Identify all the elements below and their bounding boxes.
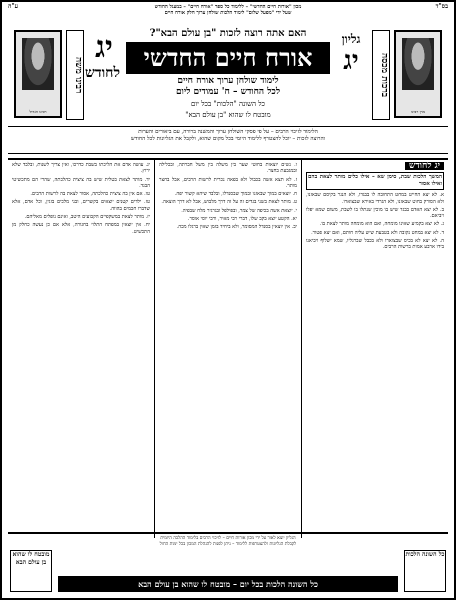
paragraph: ג. לא יצא בקמיע שאינו מומחה, ואם הוא מומחה מותר לצאת בו. — [319, 221, 444, 228]
main-title: אורח חיים החדשי — [126, 42, 330, 74]
portrait-left — [14, 30, 62, 118]
subtitle-1: לימוד שולחן ערוך אורח חיים — [177, 76, 279, 86]
info-bar-line1: הלימוד לזיכוי הרבים – על פי פסקי השולחן ערוך והמשנה ברורה, עם ביאורים והערות — [138, 129, 318, 135]
subtitle-4: מובטח לו שהוא "בן עולם הבא" — [185, 111, 271, 119]
footer-badge-right: כל השונה הלכות — [404, 550, 446, 592]
paragraph: טו. אם אין בה ציצית כהלכתה, אסור לצאת בה לרשות הרבים. — [30, 191, 150, 198]
footer-line1: הגליון יוצא לאור על ידי מכון אורות חיים – לזיכוי הרבים בלימוד ההלכה היומית — [160, 536, 296, 541]
issue-label: גליון — [341, 32, 361, 46]
slogan: האם אתה רוצה לזכות "בן עולם הבא"? — [149, 28, 307, 39]
paragraph: י. יוצאת אשה בכיפה של צמר, ובפילפל ובגרגיר מלח שבפיה. — [181, 207, 297, 214]
footer-text — [58, 536, 398, 548]
paragraph: יד. מותר לצאת בטלית שיש בה ציצית כהלכתה, שהרי הם מתכשיטי הבגד. — [12, 176, 150, 189]
portrait-right-caption: מרן רבינו — [411, 109, 425, 114]
subtitle-3: כל השונה "הלכות" בכל יום — [191, 100, 265, 108]
paragraph: יא. הקטע יוצא בקב שלו, דברי רבי מאיר, ורבי יוסי אוסר. — [187, 216, 297, 223]
monthly-num: יג — [95, 30, 113, 65]
paragraph: ט. מותר לצאת בשני בגדים זה על זה דרך מלבוש, אבל לא דרך הוצאה. — [161, 199, 297, 206]
paragraph: ד. לא יצא במחט נקובה ולא בטבעת שיש עליה חותם, ואם יצא פטור. — [311, 229, 444, 236]
paragraph: ו. נשים יוצאות בחוטי שער בין משלה בין משל חברתה, ובכלילה ובמגבעת בחצר. — [159, 162, 297, 175]
footer-banner: כל השונה הלכות בכל יום – מובטח לו שהוא בן עולם הבא — [58, 576, 398, 592]
paragraph: יג. עושה אדם את הליכתו בשבת כדרכו, ואין צריך לשנות, ובלבד שלא ירוץ. — [12, 162, 150, 175]
paragraph: ח. יוצאים במוך שבאזנו ובמוך שבסנדלו, ובלבד שיהא קשור יפה. — [174, 191, 297, 198]
corner-right-mark: בס"ד — [435, 3, 448, 10]
portrait-right — [394, 30, 442, 118]
portrait-left-caption: רבינו הגדול — [29, 109, 47, 114]
issue-number — [334, 32, 368, 76]
paragraph: יז. מותר לצאת במשקפיים הקבועים היטב, ואינם נופלים מאליהם. — [24, 214, 150, 221]
corner-left-mark: ע"ה — [8, 3, 18, 10]
portrait-right-image — [402, 38, 434, 90]
paragraph: ה. לא יצא לא בכיס שבצוארו ולא בכבל שברגליו, שמא ישלוף ויביאנו בידו ארבע אמות ברשות הרבים. — [306, 238, 444, 251]
monthly-date — [84, 30, 120, 82]
issue-num: יג — [343, 46, 359, 76]
paragraph: א. לא יצא החייט במחט התחובה לו בבגדו, ולא הנגר בקיסם שבאזנו, ולא הסורק בחוט שבאזנו, ולא הגרדי באירא שבצוארו. — [306, 192, 444, 205]
paragraph: ז. לא תצא אשה בכבול ולא בפאה נכרית לרשות הרבים, אבל בחצר מותר. — [159, 176, 297, 189]
column-middle — [155, 160, 302, 538]
footer-line2: לקבלת הגליונות ולהצטרפות ללימוד – ניתן לפנות להנהלת המכון בכל ימות החול — [159, 542, 297, 547]
day-heading: יג לחודש — [405, 162, 444, 170]
paragraph: ב. לא יצא האדם בבגד שיש בו מוכין שנתלו בו לשבת, משום שמא יפלו ויביאם. — [306, 206, 444, 220]
masthead-center — [126, 22, 330, 120]
column-right — [302, 160, 448, 538]
portrait-left-image — [22, 38, 54, 90]
subtitle-2: לכל החודש – ח' עמודים ליום — [175, 87, 281, 97]
monthly-label: לחודש — [84, 65, 120, 81]
column-left — [8, 160, 155, 538]
top-notice-line1: מכון "אורות חיים החדשי" – ללימוד כל ספר "אורח חיים" – במעגל החודש — [154, 4, 302, 10]
top-notice-line2: שעל ידי "מפעל שלום" לימוד הלכות שולחן ערוך חלק אורח חיים — [164, 10, 292, 16]
footer — [8, 532, 448, 596]
paragraph: יח. אין יוצאין במפתח התלוי בחגורה, אלא אם כן נעשה כחלק מן התכשיט. — [12, 222, 150, 235]
side-label-right: ברכות מכסה — [372, 30, 390, 120]
footer-badge-left: מובטח לו שהוא בן עולם הבא — [10, 550, 52, 592]
side-label-left: רבינו משה — [66, 30, 84, 120]
paragraph: יב. אין יוצאין בסנדל המסומר, ולא ביחיד בזמן שאין ברגלו מכה. — [176, 224, 297, 231]
masthead — [8, 22, 448, 130]
paragraph: טז. ילדים קטנים יוצאים בקשרים, ובני מלכים בזגין, וכל אדם, אלא שדברו חכמים בהווה. — [12, 199, 150, 212]
section-title: המשך הלכות שבת, סימן שא – אילו כלים מותר לצאת בהם ואילו אסור — [306, 172, 444, 190]
info-bar-line2: והרוצה לזכות – יוכל להצטרף ללימוד היומי בכל מקום שהוא, ולקבל את הגליונות לכל החודש — [130, 136, 326, 142]
info-bar — [8, 126, 448, 154]
text-columns — [8, 158, 448, 538]
top-notice — [2, 4, 454, 16]
